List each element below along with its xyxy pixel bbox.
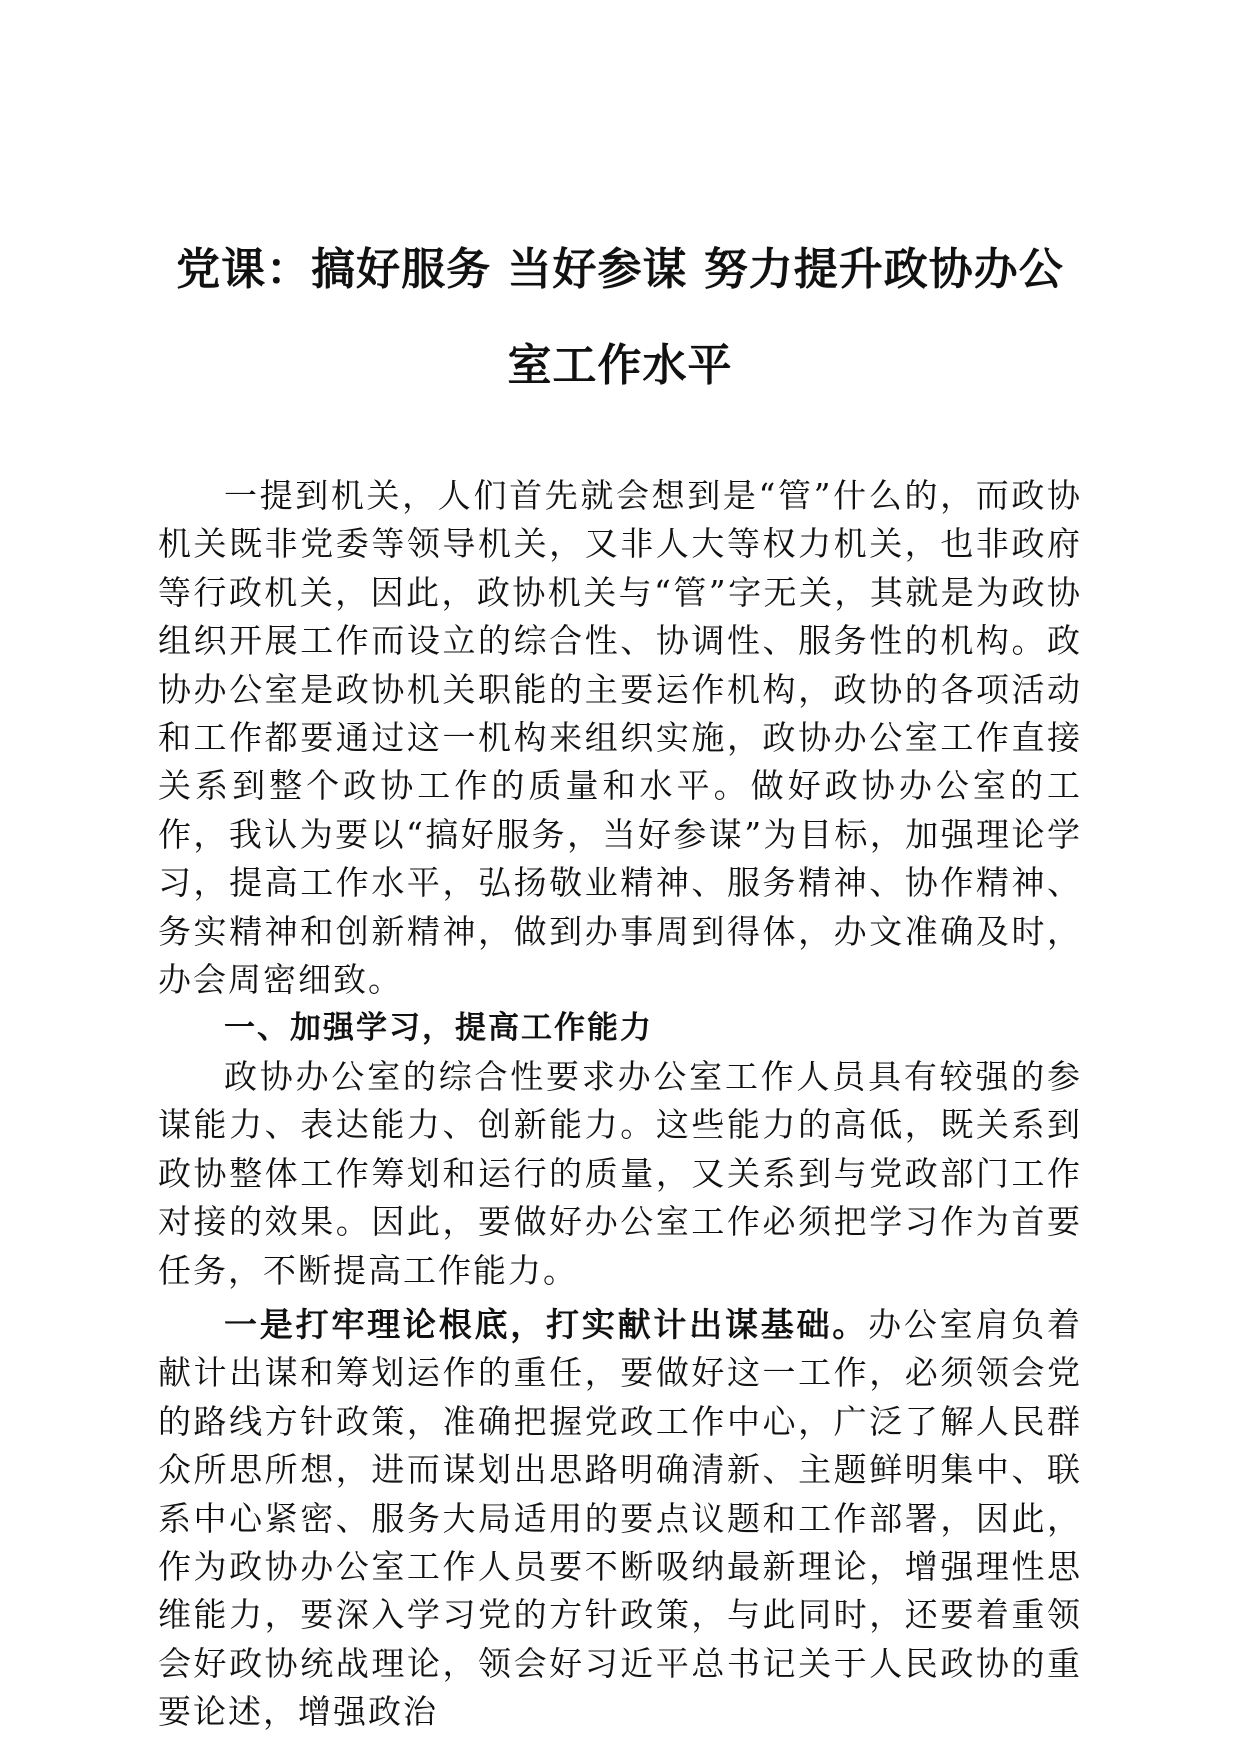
point-1-body: 办公室肩负着献计出谋和筹划运作的重任，要做好这一工作，必须领会党的路线方针政策，准确把握党政工作中心，广泛了解人民群众所思所想，进而谋划出思路明确清新、主题鲜明集中、联系中心紧密、服务大局适用的要点议题和工作部署，因此，作为政协办公室工作人员要不断吸纳最新理论，增强理性思维能力，要深入学习党的方针政策，与此同时，还要着重领会好政协统战理论，领会好习近平总书记关于人民政协的重要论述，增强政治 [158, 1304, 1083, 1732]
title-line-1: 党课：搞好服务 当好参谋 努力提升政协办公 [176, 244, 1064, 295]
document-body [158, 472, 1082, 1737]
document-title [150, 222, 1090, 414]
section-heading-1: 一、加强学习，提高工作能力 [224, 1010, 653, 1047]
section-1-paragraph: 政协办公室的综合性要求办公室工作人员具有较强的参谋能力、表达能力、创新能力。这些能力的高低，既关系到政协整体工作筹划和运行的质量，又关系到与党政部门工作对接的效果。因此，要做好办公室工作必须把学习作为首要任务，不断提高工作能力。 [158, 1056, 1082, 1290]
intro-paragraph: 一提到机关，人们首先就会想到是“管”什么的，而政协机关既非党委等领导机关，又非人大等权力机关，也非政府等行政机关，因此，政协机关与“管”字无关，其就是为政协组织开展工作而设立的综合性、协调性、服务性的机构。政协办公室是政协机关职能的主要运作机构，政协的各项活动和工作都要通过这一机构来组织实施，政协办公室工作直接关系到整个政协工作的质量和水平。做好政协办公室的工作，我认为要以“搞好服务，当好参谋”为目标，加强理论学习，提高工作水平，弘扬敬业精神、服务精神、协作精神、务实精神和创新精神，做到办事周到得体，办文准确及时，办会周密细致。 [158, 476, 1082, 1000]
point-1-paragraph [158, 1301, 1082, 1737]
title-line-2: 室工作水平 [507, 340, 733, 391]
point-1-lead: 一是打牢理论根底，打实献计出谋基础。 [224, 1304, 869, 1344]
